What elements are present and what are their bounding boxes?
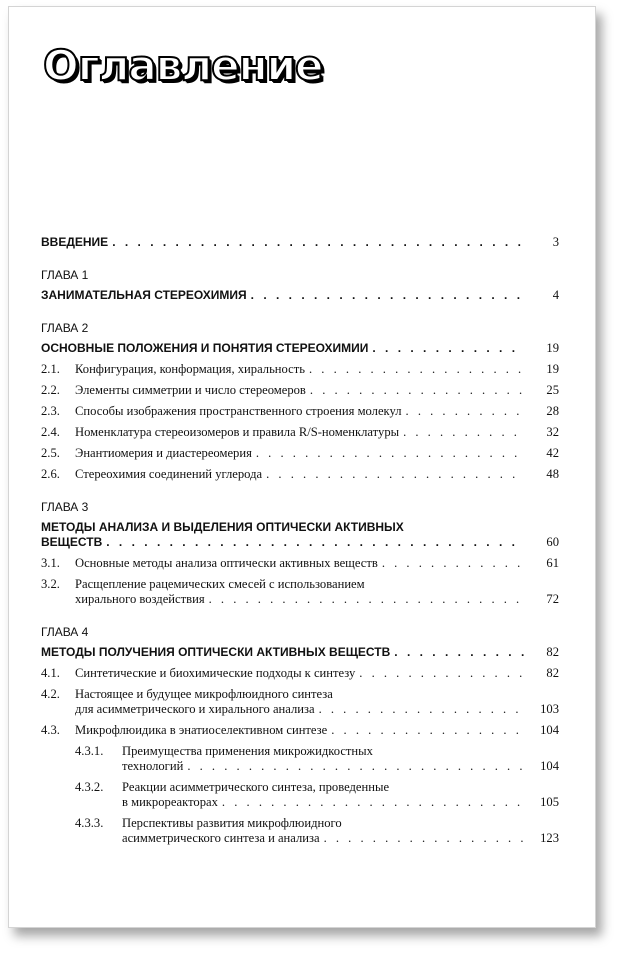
- toc-item-text: Стереохимия соединений углерода: [75, 467, 263, 481]
- toc-item-text: Основные методы анализа оптически активных веществ: [75, 556, 378, 570]
- toc-item-text: асимметрического синтеза и анализа: [122, 831, 320, 845]
- toc-page-number: 104: [540, 723, 559, 737]
- toc-item-number: 2.2.: [41, 383, 60, 397]
- toc-page-number: 72: [546, 592, 559, 606]
- toc-item[interactable]: [41, 383, 559, 398]
- toc-item[interactable]: [41, 556, 559, 571]
- toc-chapter-title[interactable]: [41, 341, 559, 356]
- toc-item-text: Реакции асимметрического синтеза, проведенные: [122, 780, 390, 794]
- toc-page-number: 82: [546, 645, 559, 659]
- table-of-contents: [41, 229, 559, 846]
- chapter-title-text: ВЕЩЕСТВ: [41, 535, 103, 549]
- toc-page-number: 19: [546, 341, 559, 355]
- toc-item[interactable]: [41, 404, 559, 419]
- toc-page-number: 28: [546, 404, 559, 418]
- toc-item[interactable]: [41, 467, 559, 482]
- chapter-heading: ГЛАВА 3: [41, 500, 89, 514]
- toc-intro-label: ВВЕДЕНИЕ: [41, 235, 109, 249]
- toc-item[interactable]: [41, 723, 559, 738]
- toc-page-number: 104: [540, 759, 559, 773]
- toc-item-number: 4.3.1.: [75, 744, 104, 758]
- toc-item-number: 4.1.: [41, 666, 60, 680]
- toc-item-text: Микрофлюидика в энатиоселективном синтезе: [75, 723, 328, 737]
- toc-item-text: Элементы симметрии и число стереомеров: [75, 383, 306, 397]
- toc-page-number: 32: [546, 425, 559, 439]
- toc-item[interactable]: [41, 666, 559, 681]
- toc-item-text: Преимущества применения микрожидкостных: [122, 744, 373, 758]
- toc-subitem[interactable]: [41, 780, 559, 810]
- toc-item-text: хирального воздействия: [75, 592, 205, 606]
- toc-chapter-title[interactable]: [41, 288, 559, 303]
- chapter-heading: ГЛАВА 1: [41, 268, 89, 282]
- toc-item-number: 4.2.: [41, 687, 60, 701]
- toc-item-text: Способы изображения пространственного строения молекул: [75, 404, 402, 418]
- toc-intro[interactable]: [41, 235, 559, 250]
- toc-item-number: 4.3.2.: [75, 780, 104, 794]
- toc-page-number: 48: [546, 467, 559, 481]
- toc-item-text: Конфигурация, конформация, хиральность: [75, 362, 305, 376]
- toc-item-text: Настоящее и будущее микрофлюидного синтеза: [75, 687, 333, 701]
- toc-item-number: 2.3.: [41, 404, 60, 418]
- toc-page-number: 105: [540, 795, 559, 809]
- chapter-title-text: ЗАНИМАТЕЛЬНАЯ СТЕРЕОХИМИЯ: [41, 288, 247, 302]
- toc-item-text: Синтетические и биохимические подходы к синтезу: [75, 666, 356, 680]
- toc-item[interactable]: [41, 577, 559, 607]
- toc-item[interactable]: [41, 687, 559, 717]
- chapter-title-text: МЕТОДЫ АНАЛИЗА И ВЫДЕЛЕНИЯ ОПТИЧЕСКИ АКТИВНЫХ: [41, 520, 404, 534]
- chapter-title-text: МЕТОДЫ ПОЛУЧЕНИЯ ОПТИЧЕСКИ АКТИВНЫХ ВЕЩЕСТВ: [41, 645, 391, 659]
- chapter-heading: ГЛАВА 4: [41, 625, 89, 639]
- book-page: [8, 6, 596, 928]
- toc-item-text: Расщепление рацемических смесей с использованием: [75, 577, 365, 591]
- page-title: Оглавление: [43, 41, 323, 90]
- toc-item[interactable]: [41, 446, 559, 461]
- toc-page-number: 3: [552, 235, 559, 249]
- toc-page-number: 4: [552, 288, 559, 302]
- toc-subitem[interactable]: [41, 744, 559, 774]
- toc-item-text: в микрореакторах: [122, 795, 218, 809]
- toc-page-number: 61: [546, 556, 559, 570]
- toc-item-text: для асимметрического и хирального анализа: [75, 702, 315, 716]
- toc-chapter-title[interactable]: [41, 645, 559, 660]
- toc-item-text: Энантиомерия и диастереомерия: [75, 446, 252, 460]
- toc-item-number: 2.1.: [41, 362, 60, 376]
- toc-item-text: технологий: [122, 759, 184, 773]
- toc-item-number: 4.3.3.: [75, 816, 104, 830]
- toc-page-number: 42: [546, 446, 559, 460]
- toc-item-number: 2.5.: [41, 446, 60, 460]
- toc-page-number: 60: [546, 535, 559, 549]
- chapter-heading: ГЛАВА 2: [41, 321, 89, 335]
- toc-page-number: 123: [540, 831, 559, 845]
- toc-item-number: 2.4.: [41, 425, 60, 439]
- toc-page-number: 82: [546, 666, 559, 680]
- toc-chapter-title[interactable]: [41, 520, 559, 550]
- toc-item[interactable]: [41, 425, 559, 440]
- toc-item-number: 3.2.: [41, 577, 60, 591]
- toc-page-number: 25: [546, 383, 559, 397]
- toc-page-number: 103: [540, 702, 559, 716]
- chapter-title-text: ОСНОВНЫЕ ПОЛОЖЕНИЯ И ПОНЯТИЯ СТЕРЕОХИМИИ: [41, 341, 369, 355]
- toc-item-text: Перспективы развития микрофлюидного: [122, 816, 342, 830]
- toc-item[interactable]: [41, 362, 559, 377]
- toc-subitem[interactable]: [41, 816, 559, 846]
- toc-item-number: 4.3.: [41, 723, 60, 737]
- toc-page-number: 19: [546, 362, 559, 376]
- toc-item-text: Номенклатура стереоизомеров и правила R/S-номенклатуры: [75, 425, 400, 439]
- toc-item-number: 3.1.: [41, 556, 60, 570]
- toc-item-number: 2.6.: [41, 467, 60, 481]
